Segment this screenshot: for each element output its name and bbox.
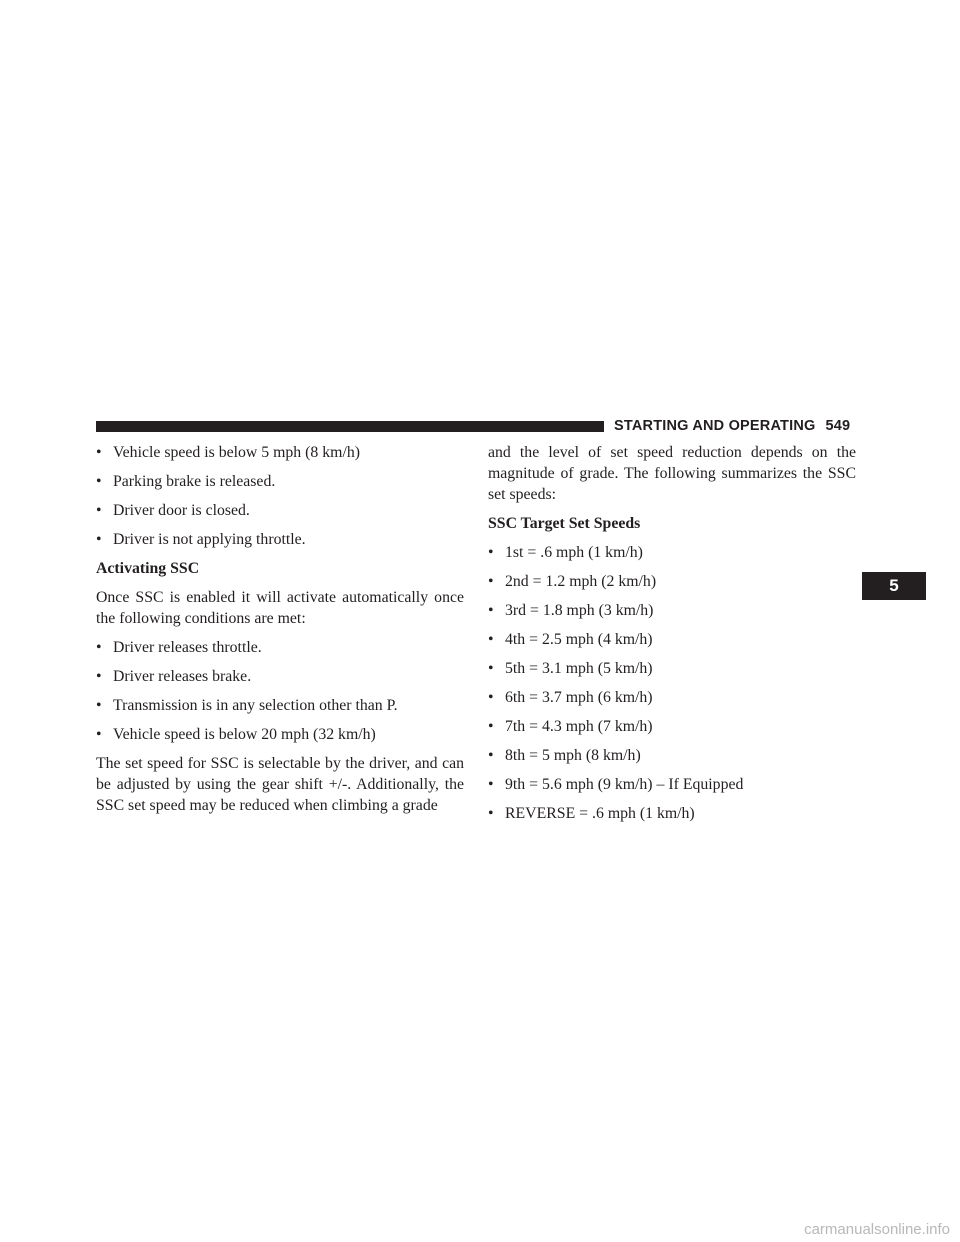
list-item: • 7th = 4.3 mph (7 km/h) <box>488 716 856 737</box>
header-rule <box>96 421 604 432</box>
list-item: • 4th = 2.5 mph (4 km/h) <box>488 629 856 650</box>
section-title: STARTING AND OPERATING <box>614 418 816 434</box>
list-item: • Driver is not applying throttle. <box>96 529 464 550</box>
list-item: • Driver releases throttle. <box>96 637 464 658</box>
list-item: • 9th = 5.6 mph (9 km/h) – If Equipped <box>488 774 856 795</box>
list-item: • REVERSE = .6 mph (1 km/h) <box>488 803 856 824</box>
list-item: • Parking brake is released. <box>96 471 464 492</box>
activating-ssc-heading: Activating SSC <box>96 560 200 577</box>
running-header <box>614 418 850 435</box>
set-speed-paragraph: The set speed for SSC is selectable by the driver, and can be adjusted by using the gear shift +/-. Additionally, the SSC set speed may be reduced when climbing a grade <box>96 755 464 814</box>
ssc-target-set-speeds-heading: SSC Target Set Speeds <box>488 515 641 532</box>
list-item: • 6th = 3.7 mph (6 km/h) <box>488 687 856 708</box>
left-column <box>96 442 464 824</box>
activating-intro-paragraph: Once SSC is enabled it will activate automatically once the following conditions are met: <box>96 589 464 627</box>
list-item: • 8th = 5 mph (8 km/h) <box>488 745 856 766</box>
list-item: • Driver door is closed. <box>96 500 464 521</box>
list-item: • 5th = 3.1 mph (5 km/h) <box>488 658 856 679</box>
list-item: • Driver releases brake. <box>96 666 464 687</box>
list-item: • Vehicle speed is below 20 mph (32 km/h) <box>96 724 464 745</box>
list-item: • Transmission is in any selection other than P. <box>96 695 464 716</box>
chapter-tab: 5 <box>862 572 926 600</box>
watermark: carmanualsonline.info <box>804 1221 950 1238</box>
list-item: • Vehicle speed is below 5 mph (8 km/h) <box>96 442 464 463</box>
list-item: • 1st = .6 mph (1 km/h) <box>488 542 856 563</box>
continuation-paragraph: and the level of set speed reduction depends on the magnitude of grade. The following summarizes the SSC set speeds: <box>488 444 856 503</box>
right-column <box>488 442 856 832</box>
list-item: • 3rd = 1.8 mph (3 km/h) <box>488 600 856 621</box>
page-number: 549 <box>825 418 851 434</box>
list-item: • 2nd = 1.2 mph (2 km/h) <box>488 571 856 592</box>
